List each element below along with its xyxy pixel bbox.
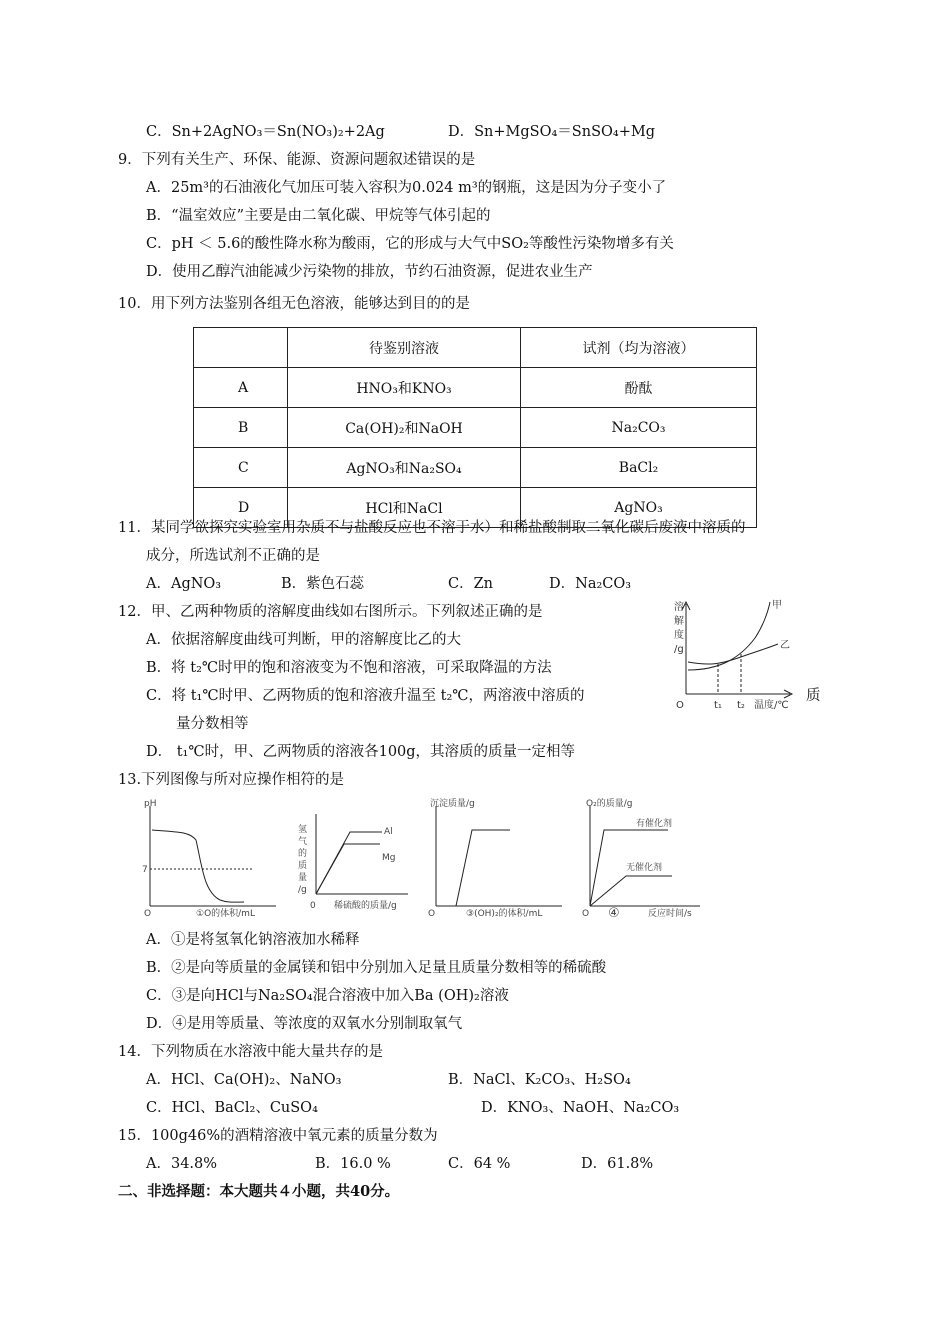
- t1-label: t₁: [714, 700, 722, 711]
- q12-option-d: D． t₁℃时，甲、乙两物质的溶液各100g，其溶质的质量一定相等: [146, 744, 576, 760]
- graph4-nocat-label: 无催化剂: [626, 863, 663, 873]
- table-row: [194, 368, 757, 408]
- table-cell: B: [194, 408, 288, 448]
- q11-option-c: C．Zn: [448, 576, 494, 592]
- al-label: Al: [384, 827, 393, 837]
- graph1-tick7: 7: [142, 865, 148, 875]
- q12-option-c-line2: 量分数相等: [176, 716, 249, 732]
- q12-option-b: B．将 t₂℃时甲的饱和溶液变为不饱和溶液，可采取降温的方法: [146, 660, 552, 676]
- q15-option-b: B．16.0 %: [315, 1156, 391, 1172]
- graph-2-hydrogen: [294, 810, 414, 920]
- graph3-xlabel: ③(OH)₂的体积/mL: [466, 909, 543, 919]
- q11-option-a: A．AgNO₃: [146, 576, 222, 592]
- graph3-origin: O: [428, 909, 436, 919]
- q14-option-a: A．HCl、Ca(OH)₂、NaNO₃: [146, 1072, 342, 1088]
- ylabel-char: /g: [298, 885, 307, 895]
- q9-option-d: D．使用乙醇汽油能减少污染物的排放，节约石油资源，促进农业生产: [146, 264, 593, 280]
- curve-jia-label: 甲: [772, 600, 782, 611]
- xlabel: 温度/℃: [754, 700, 789, 711]
- graph1-xlabel: ①O的体积/mL: [196, 909, 255, 919]
- table-header-cell: [194, 328, 288, 368]
- graph4-ylabel: O₂的质量/g: [586, 799, 633, 809]
- table-cell: BaCl₂: [521, 448, 757, 488]
- table-cell: HNO₃和KNO₃: [288, 368, 521, 408]
- q15-stem: 15．100g46%的酒精溶液中氧元素的质量分数为: [118, 1128, 438, 1144]
- q13-option-d: D．④是用等质量、等浓度的双氧水分别制取氧气: [146, 1016, 463, 1032]
- q8-option-c: C．Sn+2AgNO₃＝Sn(NO₃)₂+2Ag: [146, 124, 385, 140]
- ylabel-char: 质: [298, 861, 308, 871]
- graph4-cat-label: 有催化剂: [636, 819, 673, 829]
- curve-yi-label: 乙: [780, 640, 790, 651]
- ylabel-char: 溶: [674, 602, 684, 613]
- q9-option-b: B．“温室效应”主要是由二氧化碳、甲烷等气体引起的: [146, 208, 491, 224]
- ylabel-char: /g: [674, 644, 684, 655]
- q11-option-b: B．紫色石蕊: [281, 576, 365, 592]
- graph3-ylabel: 沉淀质量/g: [430, 799, 475, 809]
- q14-option-c: C．HCl、BaCl₂、CuSO₄: [146, 1100, 318, 1116]
- graph-1-ph: [140, 796, 280, 920]
- table-cell: HCl和NaCl: [288, 488, 521, 528]
- ylabel-char: 气: [298, 837, 308, 847]
- q14-option-d: D．KNO₃、NaOH、Na₂CO₃: [481, 1100, 680, 1116]
- graph1-ylabel: pH: [144, 799, 157, 809]
- table-cell: D: [194, 488, 288, 528]
- q11-stem-line2: 成分，所选试剂不正确的是: [146, 548, 320, 564]
- ylabel-char: 量: [298, 873, 308, 883]
- table-header-cell: 待鉴别溶液: [288, 328, 521, 368]
- section-2-heading: 二、非选择题：本大题共４小题，共40分。: [118, 1183, 400, 1200]
- q13-option-a: A．①是将氢氧化钠溶液加水稀释: [146, 932, 360, 948]
- q9-option-a: A．25m³的石油液化气加压可装入容积为0.024 m³的钢瓶，这是因为分子变小了: [146, 180, 667, 196]
- origin-label: O: [676, 700, 684, 711]
- t2-label: t₂: [737, 700, 745, 711]
- q14-stem: 14．下列物质在水溶液中能大量共存的是: [118, 1044, 383, 1060]
- table-header-cell: 试剂（均为溶液）: [521, 328, 757, 368]
- table-cell: 酚酞: [521, 368, 757, 408]
- table-cell: Na₂CO₃: [521, 408, 757, 448]
- graph2-origin: 0: [310, 901, 316, 911]
- q11-stem-line1: 11．某同学欲探究实验室用杂质不与盐酸反应也不溶于水）和稀盐酸制取二氧化碳后废液中溶质的: [118, 520, 746, 536]
- q13-stem: 13.下列图像与所对应操作相符的是: [118, 772, 345, 788]
- graph-4-oxygen: [580, 796, 704, 920]
- q12-option-c-line1: C．将 t₁℃时甲、乙两物质的饱和溶液升温至 t₂℃，两溶液中溶质的: [146, 688, 585, 704]
- solubility-curve-graph: [660, 596, 800, 714]
- graph4-number: ④: [608, 906, 620, 920]
- q15-option-d: D．61.8%: [581, 1156, 654, 1172]
- q15-option-a: A．34.8%: [146, 1156, 218, 1172]
- mg-label: Mg: [382, 853, 396, 863]
- q8-option-d: D．Sn+MgSO₄＝SnSO₄+Mg: [448, 124, 655, 140]
- q13-option-c: C．③是向HCl与Na₂SO₄混合溶液中加入Ba (OH)₂溶液: [146, 988, 509, 1004]
- table-row: [194, 448, 757, 488]
- q12-stem: 12．甲、乙两种物质的溶解度曲线如右图所示。下列叙述正确的是: [118, 604, 543, 620]
- q12-option-a: A．依据溶解度曲线可判断，甲的溶解度比乙的大: [146, 632, 461, 648]
- q13-option-b: B．②是向等质量的金属镁和铝中分别加入足量且质量分数相等的稀硫酸: [146, 960, 607, 976]
- q14-option-b: B．NaCl、K₂CO₃、H₂SO₄: [448, 1072, 631, 1088]
- q9-stem: 9．下列有关生产、环保、能源、资源问题叙述错误的是: [118, 152, 476, 168]
- q15-option-c: C．64 %: [448, 1156, 511, 1172]
- graph4-xlabel: 反应时间/s: [648, 909, 692, 919]
- table-cell: Ca(OH)₂和NaOH: [288, 408, 521, 448]
- table-cell: A: [194, 368, 288, 408]
- q12-option-c-tail: 质: [806, 688, 821, 704]
- table-cell: AgNO₃: [521, 488, 757, 528]
- graph1-origin: O: [144, 909, 152, 919]
- table-cell: AgNO₃和Na₂SO₄: [288, 448, 521, 488]
- q11-option-d: D．Na₂CO₃: [549, 576, 632, 592]
- graph2-xlabel: 稀硫酸的质量/g: [334, 901, 397, 911]
- table-cell: C: [194, 448, 288, 488]
- ylabel-char: 氢: [298, 825, 308, 835]
- table-row: [194, 408, 757, 448]
- ylabel-char: 的: [298, 849, 308, 859]
- ylabel-char: 解: [674, 616, 684, 627]
- q10-stem: 10．用下列方法鉴别各组无色溶液，能够达到目的的是: [118, 296, 470, 312]
- q10-table: [193, 327, 757, 528]
- graph-3-precipitate: [426, 796, 566, 920]
- graph4-origin: O: [582, 909, 590, 919]
- q9-option-c: C．pH ＜ 5.6的酸性降水称为酸雨，它的形成与大气中SO₂等酸性污染物增多有关: [146, 236, 674, 252]
- table-header-row: [194, 328, 757, 368]
- ylabel-char: 度: [674, 630, 684, 641]
